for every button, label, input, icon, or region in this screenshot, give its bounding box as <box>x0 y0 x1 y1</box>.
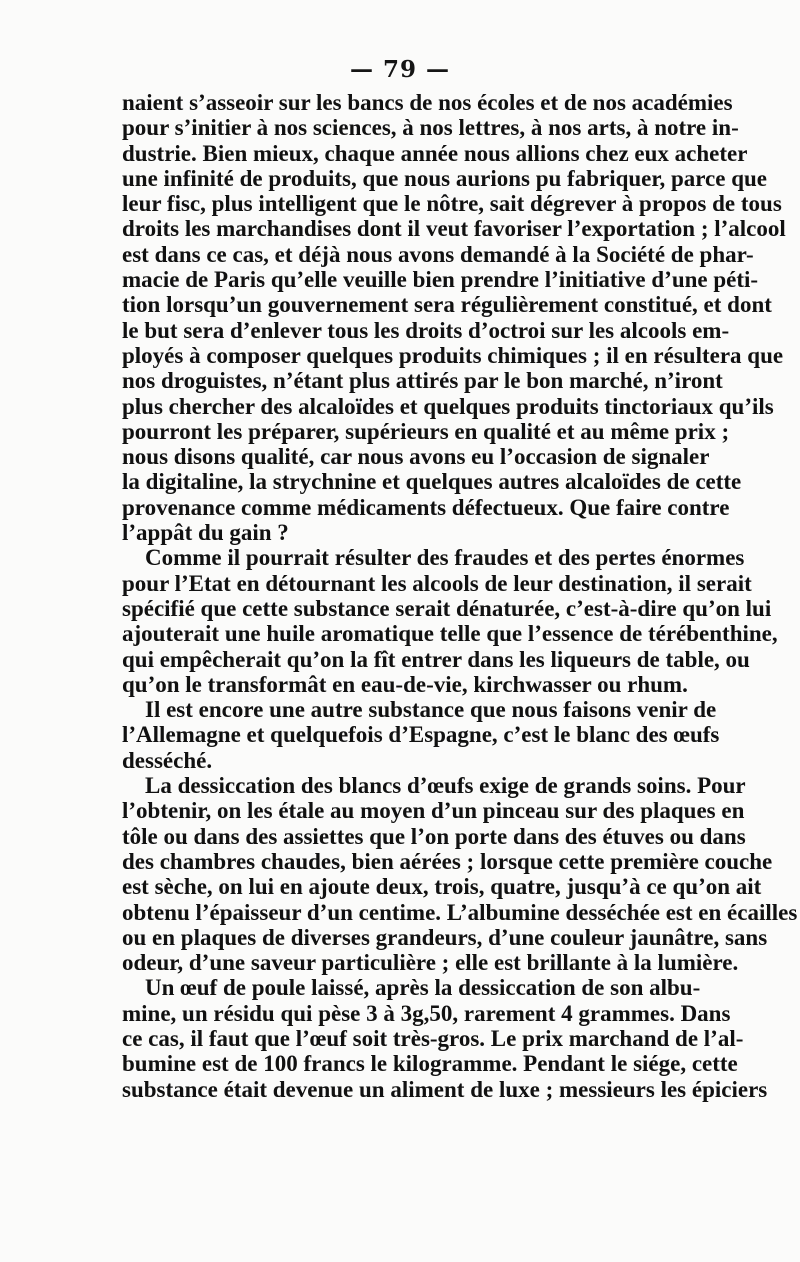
text-line: la digitaline, la strychnine et quelques autres alcaloïdes de cette <box>122 469 742 495</box>
text-line: ployés à composer quelques produits chimiques ; il en résultera que <box>122 342 784 368</box>
text-line: naient s’asseoir sur les bancs de nos écoles et de nos académies <box>122 90 733 115</box>
text-line: est dans ce cas, et déjà nous avons demandé à la Société de phar- <box>122 241 754 267</box>
text-line: ajouterait une huile aromatique telle que l’essence de térébenthine, <box>122 621 778 647</box>
body-text <box>122 90 798 1102</box>
text-line: ce cas, il faut que l’œuf soit très-gros. Le prix marchand de l’al- <box>122 1025 744 1051</box>
text-line: bumine est de 100 francs le kilogramme. Pendant le siége, cette <box>122 1051 738 1077</box>
text-line: dustrie. Bien mieux, chaque année nous allions chez eux acheter <box>122 140 748 166</box>
text-line: mine, un résidu qui pèse 3 à 3g,50, rarement 4 grammes. Dans <box>122 1000 731 1026</box>
text-line: macie de Paris qu’elle veuille bien prendre l’initiative d’une péti- <box>122 267 759 293</box>
text-line: une infinité de produits, que nous aurions pu fabriquer, parce que <box>122 165 768 191</box>
text-line: qui empêcherait qu’on la fît entrer dans les liqueurs de table, ou <box>122 646 750 672</box>
text-line: pour l’Etat en détournant les alcools de leur destination, il serait <box>122 570 752 596</box>
text-line: Il est encore une autre substance que nous faisons venir de <box>145 697 717 723</box>
text-line: droits les marchandises dont il veut favoriser l’exportation ; l’alcool <box>122 216 786 242</box>
text-line: odeur, d’une saveur particulière ; elle est brillante à la lumière. <box>122 950 739 976</box>
text-line: l’Allemagne et quelquefois d’Espagne, c’est le blanc des œufs <box>122 722 720 748</box>
text-line: l’appât du gain ? <box>122 520 289 546</box>
text-line: spécifié que cette substance serait dénaturée, c’est-à-dire qu’on lui <box>122 595 772 621</box>
text-line: nous disons qualité, car nous avons eu l’occasion de signaler <box>122 444 710 470</box>
text-line: La dessiccation des blancs d’œufs exige de grands soins. Pour <box>145 773 746 799</box>
text-line: est sèche, on lui en ajoute deux, trois, quatre, jusqu’à ce qu’on ait <box>122 874 762 900</box>
text-line: leur fisc, plus intelligent que le nôtre, sait dégrever à propos de tous <box>122 191 782 217</box>
text-line: Un œuf de poule laissé, après la dessiccation de son albu- <box>145 975 701 1001</box>
text-line: plus chercher des alcaloïdes et quelques produits tinctoriaux qu’ils <box>122 393 774 419</box>
text-line: obtenu l’épaisseur d’un centime. L’albumine desséchée est en écailles <box>122 899 798 925</box>
text-line: nos droguistes, n’étant plus attirés par le bon marché, n’iront <box>122 368 723 394</box>
text-line: des chambres chaudes, bien aérées ; lorsque cette première couche <box>122 848 773 874</box>
text-line: tôle ou dans des assiettes que l’on porte dans des étuves ou dans <box>122 823 746 849</box>
page-number: — 79 — <box>349 56 451 83</box>
text-line: desséché. <box>122 747 213 773</box>
text-line: l’obtenir, on les étale au moyen d’un pinceau sur des plaques en <box>122 798 745 824</box>
text-line: substance était devenue un aliment de luxe ; messieurs les épiciers <box>122 1076 768 1102</box>
text-line: provenance comme médicaments défectueux. Que faire contre <box>122 494 730 520</box>
text-line: tion lorsqu’un gouvernement sera régulièrement constitué, et dont <box>122 292 772 318</box>
text-line: ou en plaques de diverses grandeurs, d’une couleur jaunâtre, sans <box>122 924 768 950</box>
text-line: Comme il pourrait résulter des fraudes et des pertes énormes <box>145 545 745 571</box>
text-line: pour s’initier à nos sciences, à nos lettres, à nos arts, à notre in- <box>122 115 739 141</box>
text-line: qu’on le transformât en eau-de-vie, kirchwasser ou rhum. <box>122 671 688 697</box>
text-line: pourront les préparer, supérieurs en qualité et au même prix ; <box>122 418 730 444</box>
text-line: le but sera d’enlever tous les droits d’octroi sur les alcools em- <box>122 317 730 343</box>
